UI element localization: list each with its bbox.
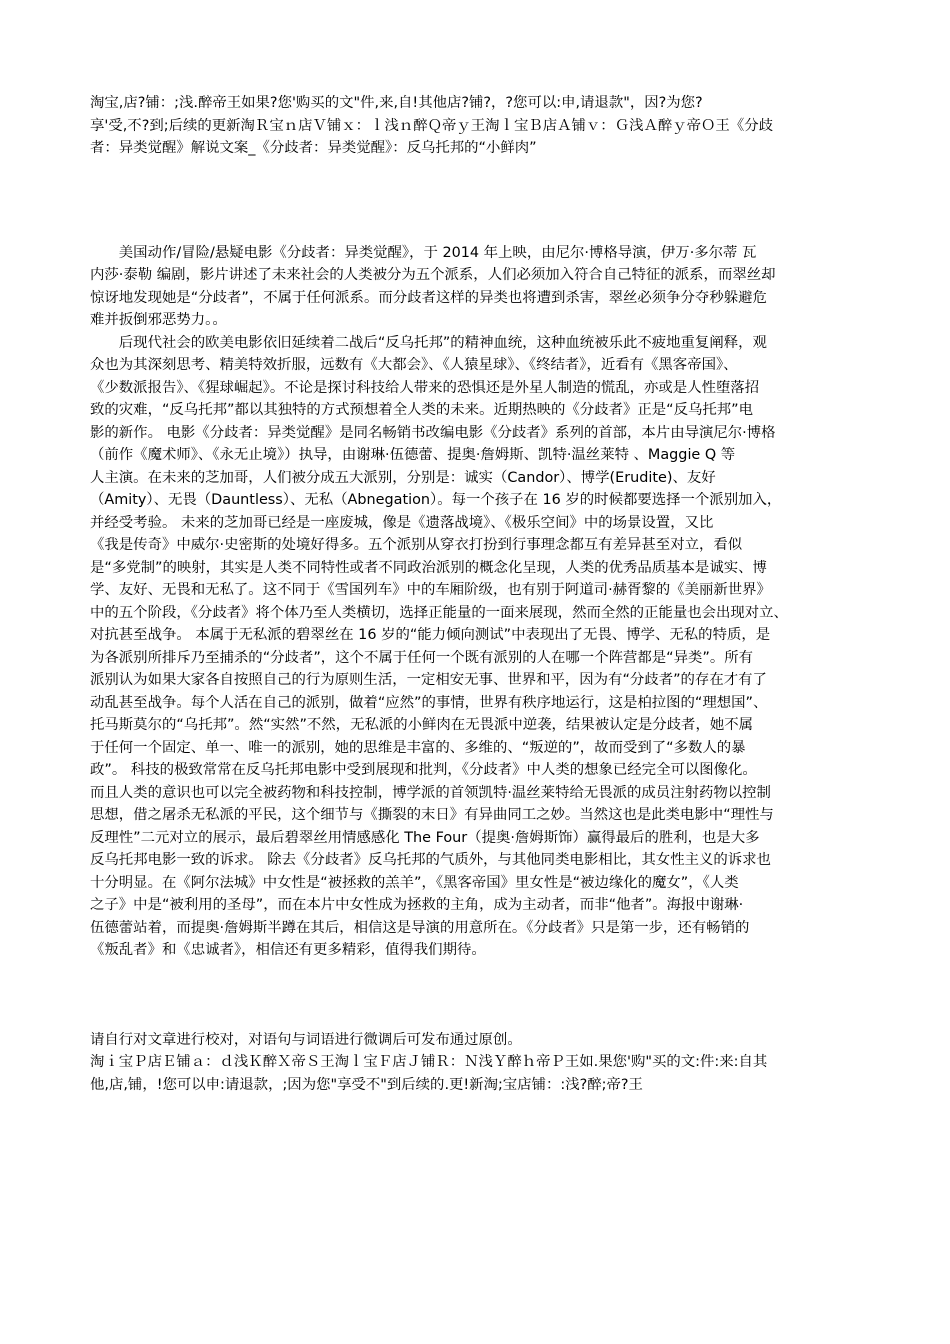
header-line: 享'受,不?到;后续的更新淘Ｒ宝ｎ店Ｖ铺ｘ：ｌ浅ｎ醉Ｑ帝ｙ王淘ｌ宝Ｂ店Ａ铺ｖ：Ｇ浅Ａ醉ｙ帝Ｏ王《分歧 — [90, 117, 773, 134]
body-line: 中的五个阶段，《分歧者》将个体乃至人类横切，选择正能量的一面来展现，然而全然的正能量也会出现对立、 — [90, 604, 788, 621]
body-line: 众也为其深刻思考、精美特效折服，远数有《大都会》、《人猿星球》、《终结者》，近看有《黑客帝国》、 — [90, 357, 738, 373]
spacer — [90, 160, 865, 242]
body-line: 致的灾难，“反乌托邦”都以其独特的方式预想着全人类的未来。近期热映的《分歧者》正是“反乌托邦”电 — [90, 402, 754, 418]
body-line: 人主演。在未来的芝加哥，人们被分成五大派别，分别是：诚实（Candor）、博学(Erudite)、友好 — [90, 469, 716, 486]
body-line: 美国动作/冒险/悬疑电影《分歧者：异类觉醒》，于 2014 年上映，由尼尔·博格导演，伊万·多尔蒂 瓦 — [90, 244, 757, 261]
body-line: 后现代社会的欧美电影依旧延续着二战后“反乌托邦”的精神血统，这种血统被乐此不疲地重复阐释，观 — [90, 334, 767, 351]
body-line: 思想，借之屠杀无私派的平民，这个细节与《撕裂的末日》有异曲同工之妙。当然这也是此类电影中“理性与 — [90, 807, 774, 823]
body-line: 十分明显。在《阿尔法城》中女性是“被拯救的羔羊”，《黑客帝国》里女性是“被边缘化的魔女”，《人类 — [90, 874, 739, 891]
body-line: 而且人类的意识也可以完全被药物和科技控制，博学派的首领凯特·温丝莱特给无畏派的成员注射药物以控制 — [90, 784, 771, 801]
body-line: 伍德蕾站着，而提奥·詹姆斯半蹲在其后，相信这是导演的用意所在。《分歧者》只是第一步，还有畅销的 — [90, 919, 750, 936]
footer-line: 他,店,铺，!您可以申:请退款，;因为您"享受不"到后续的.更!新淘;宝店铺：:浅?醉;帝?王 — [90, 1076, 643, 1093]
body-line: 反理性”二元对立的展示，最后碧翠丝用情感感化 The Four（提奥·詹姆斯饰）赢得最后的胜利，也是大多 — [90, 829, 760, 846]
body-line: 是“多党制”的映射，其实是人类不同特性或者不同政治派别的概念化呈现，人类的优秀品质基本是诚实、博 — [90, 559, 767, 576]
article-body — [90, 242, 865, 962]
body-line: 派别认为如果大家各自按照自己的行为原则生活，一定相安无事、世界和平，因为有“分歧者”的存在才有了 — [90, 672, 767, 688]
body-line: 《我是传奇》中威尔·史密斯的处境好得多。五个派别从穿衣打扮到行事理念都互有差异甚至对立，看似 — [90, 537, 743, 553]
body-line: 政”。 科技的极致常常在反乌托邦电影中受到展现和批判，《分歧者》中人类的想象已经完全可以图像化。 — [90, 762, 757, 778]
body-line: 之子》中是“被利用的圣母”，而在本片中女性成为拯救的主角，成为主动者，而非“他者”。海报中谢琳· — [90, 897, 744, 913]
body-line: 《叛乱者》和《忠诚者》，相信还有更多精彩，值得我们期待。 — [90, 942, 486, 958]
body-line: 惊讶地发现她是“分歧者”，不属于任何派系。而分歧者这样的异类也将遭到杀害，翠丝必须争分夺秒躲避危 — [90, 289, 767, 306]
header-block — [90, 92, 865, 160]
spacer — [90, 962, 865, 1029]
body-line: 并经受考验。 未来的芝加哥已经是一座废城，像是《遗落战境》、《极乐空间》中的场景设置，又比 — [90, 514, 714, 531]
body-line: 《少数派报告》、《猩球崛起》。不论是探讨科技给人带来的恐惧还是外星人制造的慌乱，亦或是人性堕落招 — [90, 379, 760, 396]
document-title: 者：异类觉醒》解说文案_《分歧者：异类觉醒》：反乌托邦的“小鲜肉” — [90, 140, 537, 156]
body-line: 对抗甚至战争。 本属于无私派的碧翠丝在 16 岁的“能力倾向测试”中表现出了无畏、博学、无私的特质，是 — [90, 627, 771, 643]
footer-block — [90, 1029, 865, 1097]
body-line: 动乱甚至战争。每个人活在自己的派别，做着“应然”的事情，世界有秩序地运行，这是柏拉图的“理想国”、 — [90, 694, 768, 711]
body-line: 难并扳倒邪恶势力。。 — [90, 312, 227, 328]
body-line: （前作《魔术师》、《永无止境》）执导，由谢琳·伍德蕾、提奥·詹姆斯、凯特·温丝莱特 、Maggie Q 等 — [90, 447, 736, 463]
body-line: 于任何一个固定、单一、唯一的派别，她的思维是丰富的、多维的、“叛逆的”，故而受到了“多数人的暴 — [90, 739, 746, 756]
body-line: 学、友好、无畏和无私了。这不同于《雪国列车》中的车厢阶级，也有别于阿道司·赫胥黎的《美丽新世界》 — [90, 582, 771, 598]
body-line: （Amity）、无畏（Dauntless）、无私（Abnegation）。每一个孩子在 16 岁的时候都要选择一个派别加入， — [90, 492, 782, 508]
body-line: 托马斯莫尔的“乌托邦”。然“实然”不然，无私派的小鲜肉在无畏派中逆袭，结果被认定是分歧者，她不属 — [90, 717, 754, 733]
body-line: 影的新作。 电影《分歧者：异类觉醒》是同名畅销书改编电影《分歧者》系列的首部，本片由导演尼尔·博格 — [90, 424, 776, 441]
footer-line: 淘ｉ宝Ｐ店Ｅ铺ａ：ｄ浅Ｋ醉Ｘ帝Ｓ王淘ｌ宝Ｆ店Ｊ铺Ｒ：Ｎ浅Ｙ醉ｈ帝Ｐ王如.果您'购"买的文:件:来:自其 — [90, 1054, 768, 1070]
body-line: 内莎·泰勒 编剧，影片讲述了未来社会的人类被分为五个派系，人们必须加入符合自己特征的派系，而翠丝却 — [90, 267, 776, 283]
body-line: 为各派别所排斥乃至捕杀的“分歧者”，这个不属于任何一个既有派别的人在哪一个阵营都是“异类”。所有 — [90, 649, 754, 666]
body-line: 反乌托邦电影一致的诉求。 除去《分歧者》反乌托邦的气质外，与其他同类电影相比，其女性主义的诉求也 — [90, 852, 771, 868]
footer-line: 请自行对文章进行校对，对语句与词语进行微调后可发布通过原创。 — [90, 1031, 522, 1048]
document-page — [90, 92, 865, 1096]
header-line: 淘宝,店?铺：;浅.醉帝王如果?您'购买的文"件,来,自!其他店?铺?，?您可以:申,请退款"，因?为您? — [90, 95, 703, 111]
